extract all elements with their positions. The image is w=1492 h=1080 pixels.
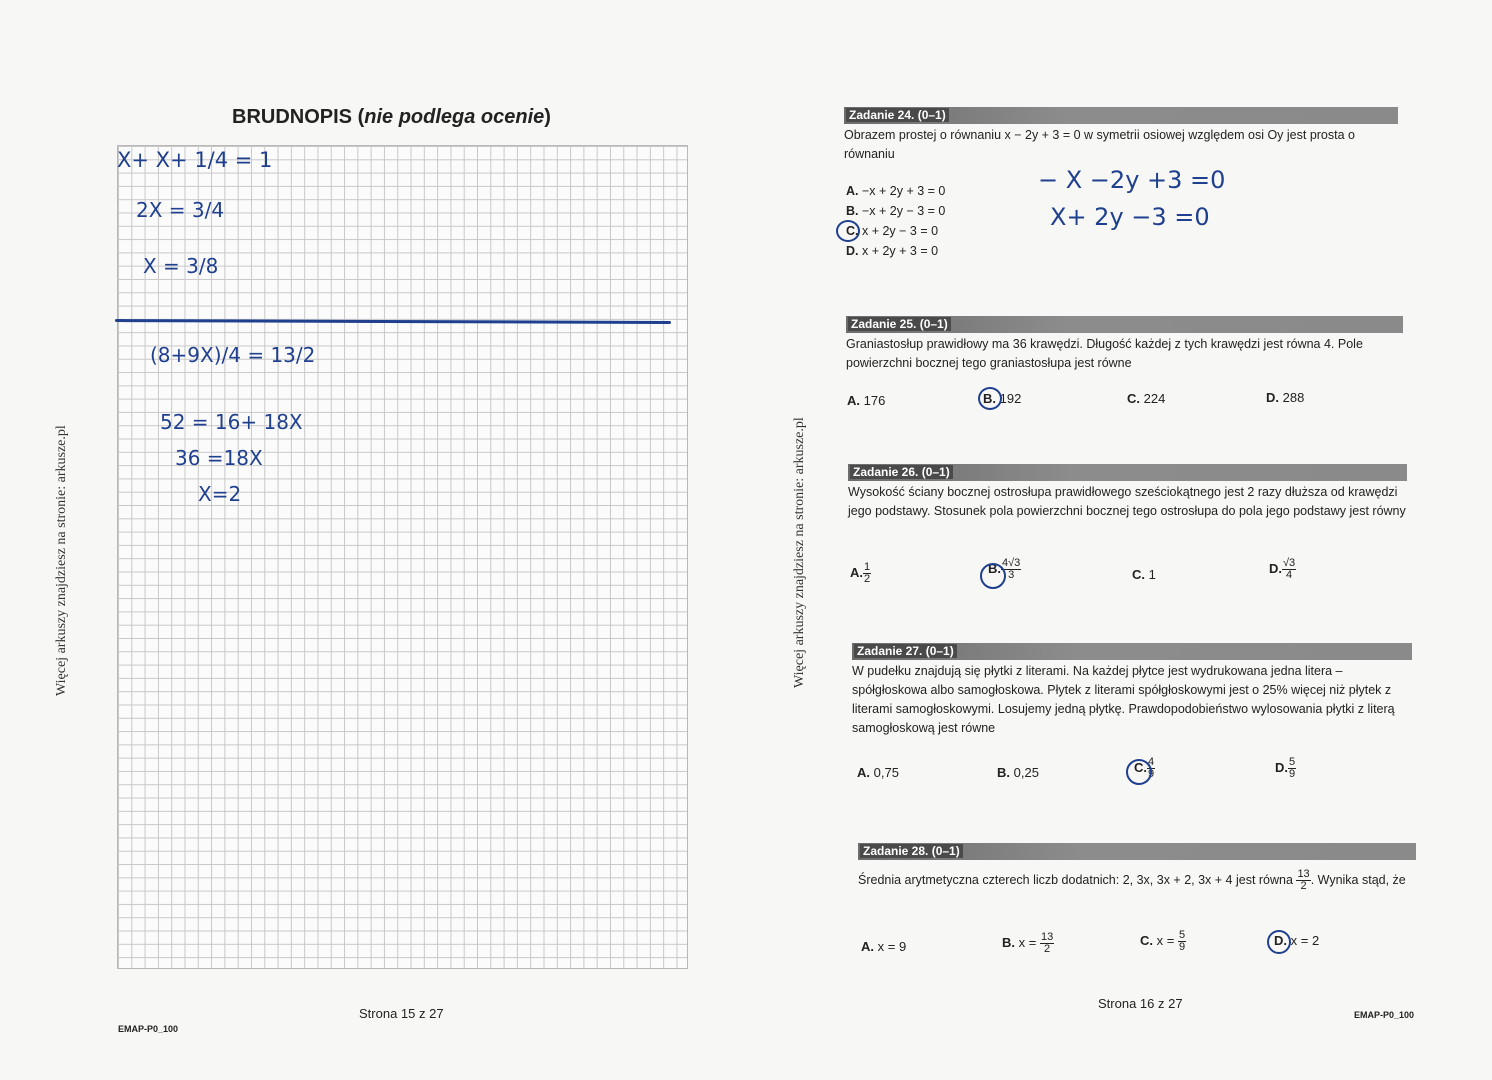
- task-26-answer-b[interactable]: B. $\frac{4√3}{3}$: [988, 557, 1021, 581]
- hand-line-1: X+ X+ 1/4 = 1: [117, 148, 273, 172]
- task-28-answer-d[interactable]: D. x = 2: [1274, 933, 1320, 948]
- hand-line-2: 2X = 3/4: [136, 198, 225, 222]
- task-25-header: Zadanie 25. (0–1): [846, 316, 1403, 333]
- right-side-note: Więcej arkuszy znajdziesz na stronie: arkusze.pl: [792, 417, 807, 688]
- task-24-hand-2: X+ 2y −3 =0: [1050, 203, 1210, 231]
- task-27-header: Zadanie 27. (0–1): [852, 643, 1412, 660]
- task-25-answer-a[interactable]: A. 176: [847, 393, 886, 408]
- task-28-answer-c[interactable]: C. x = $\frac{5}{9}$: [1140, 929, 1186, 953]
- task-24-answer-b[interactable]: B. −x + 2y − 3 = 0: [846, 204, 946, 218]
- right-footer-code: EMAP-P0_100: [1354, 1010, 1415, 1020]
- task-24-text: Obrazem prostej o równaniu x − 2y + 3 = 0 w symetrii osiowej względem osi Oy jest prosta o równaniu: [844, 128, 1355, 161]
- task-28-answer-a[interactable]: A. x = 9: [861, 939, 907, 954]
- task-28-header: Zadanie 28. (0–1): [858, 843, 1416, 860]
- task-24-header: Zadanie 24. (0–1): [844, 107, 1398, 124]
- task-24-answer-c[interactable]: C. x + 2y − 3 = 0: [846, 224, 939, 238]
- task-28-text: Średnia arytmetyczna czterech liczb dodatnich: 2, 3x, 3x + 2, 3x + 4 jest równa $\frac{13}{2}$ . Wynika stąd, że: [858, 868, 1406, 893]
- task-25-answer-d[interactable]: D. 288: [1266, 390, 1305, 405]
- hand-line-7: X=2: [198, 482, 242, 506]
- task-24-hand-1: − X −2y +3 =0: [1038, 166, 1226, 194]
- task-27-answer-d[interactable]: D. $\frac{5}{9}$: [1275, 756, 1296, 780]
- task-24-answer-a[interactable]: A. −x + 2y + 3 = 0: [846, 184, 946, 198]
- task-25-selected-circle: [978, 387, 1002, 410]
- task-27-answer-b[interactable]: B. 0,25: [997, 765, 1039, 780]
- left-page: [0, 0, 740, 1080]
- task-25-text: Graniastosłup prawidłowy ma 36 krawędzi. Długość każdej z tych krawędzi jest równa 4. Pole powierzchni bocznej tego graniastosłupa jest równe: [846, 337, 1363, 370]
- right-page-number: Strona 16 z 27: [1098, 996, 1183, 1011]
- task-27: [852, 643, 1412, 738]
- task-25-answer-b[interactable]: B. 192: [983, 391, 1022, 406]
- left-side-note: Więcej arkuszy znajdziesz na stronie: arkusze.pl: [54, 425, 69, 696]
- scratch-title: BRUDNOPIS (nie podlega ocenie): [232, 106, 551, 128]
- task-28-answer-b[interactable]: B. x = $\frac{13}{2}$: [1002, 931, 1054, 955]
- hand-line-3: X = 3/8: [143, 254, 219, 278]
- left-page-number: Strona 15 z 27: [359, 1006, 444, 1021]
- task-27-answer-c[interactable]: C. $\frac{4}{9}$: [1134, 756, 1155, 780]
- task-28: [858, 843, 1416, 894]
- left-footer-code: EMAP-P0_100: [118, 1024, 179, 1034]
- task-26-answer-a[interactable]: A. $\frac{1}{2}$: [850, 561, 871, 585]
- task-24-selected-circle: [836, 220, 860, 242]
- task-26: [848, 464, 1407, 521]
- task-26-header: Zadanie 26. (0–1): [848, 464, 1407, 481]
- task-25: [846, 316, 1403, 373]
- task-28-selected-circle: [1267, 930, 1291, 954]
- hand-line-5: 52 = 16+ 18X: [160, 410, 303, 434]
- task-26-selected-circle: [980, 563, 1006, 589]
- task-26-answer-d[interactable]: D. $\frac{√3}{4}$: [1269, 557, 1296, 581]
- task-24-answer-d[interactable]: D. x + 2y + 3 = 0: [846, 244, 939, 258]
- scratch-title-italic: nie podlega ocenie: [364, 106, 545, 128]
- task-26-answer-c[interactable]: C. 1: [1132, 567, 1156, 582]
- task-24-answers: [846, 181, 945, 261]
- task-27-text: W pudełku znajdują się płytki z literami. Na każdej płytce jest wydrukowana jedna litera – spółgłoskowa albo samogłoskowa. Płytek z literami spółgłoskowymi jest o 25% więcej niż płytek z literami samogłoskowymi. Losujemy jedną płytkę. Prawdopodobieństwo wylosowania płytki z literą samogłoskową jest równe: [852, 664, 1395, 735]
- task-24: [844, 107, 1398, 164]
- task-26-text: Wysokość ściany bocznej ostrosłupa prawidłowego sześciokątnego jest 2 razy dłuższa od krawędzi jego podstawy. Stosunek pola powierzchni bocznej tego ostrosłupa do pola jego podstawy jest równy: [848, 485, 1406, 518]
- hand-line-6: 36 =18X: [175, 446, 263, 470]
- scratch-title-bold: BRUDNOPIS: [232, 106, 353, 128]
- task-27-selected-circle: [1126, 759, 1152, 785]
- hand-line-4: (8+9X)/4 = 13/2: [150, 343, 316, 367]
- task-27-answer-a[interactable]: A. 0,75: [857, 765, 899, 780]
- task-25-answer-c[interactable]: C. 224: [1127, 391, 1166, 406]
- right-page: [740, 0, 1492, 1080]
